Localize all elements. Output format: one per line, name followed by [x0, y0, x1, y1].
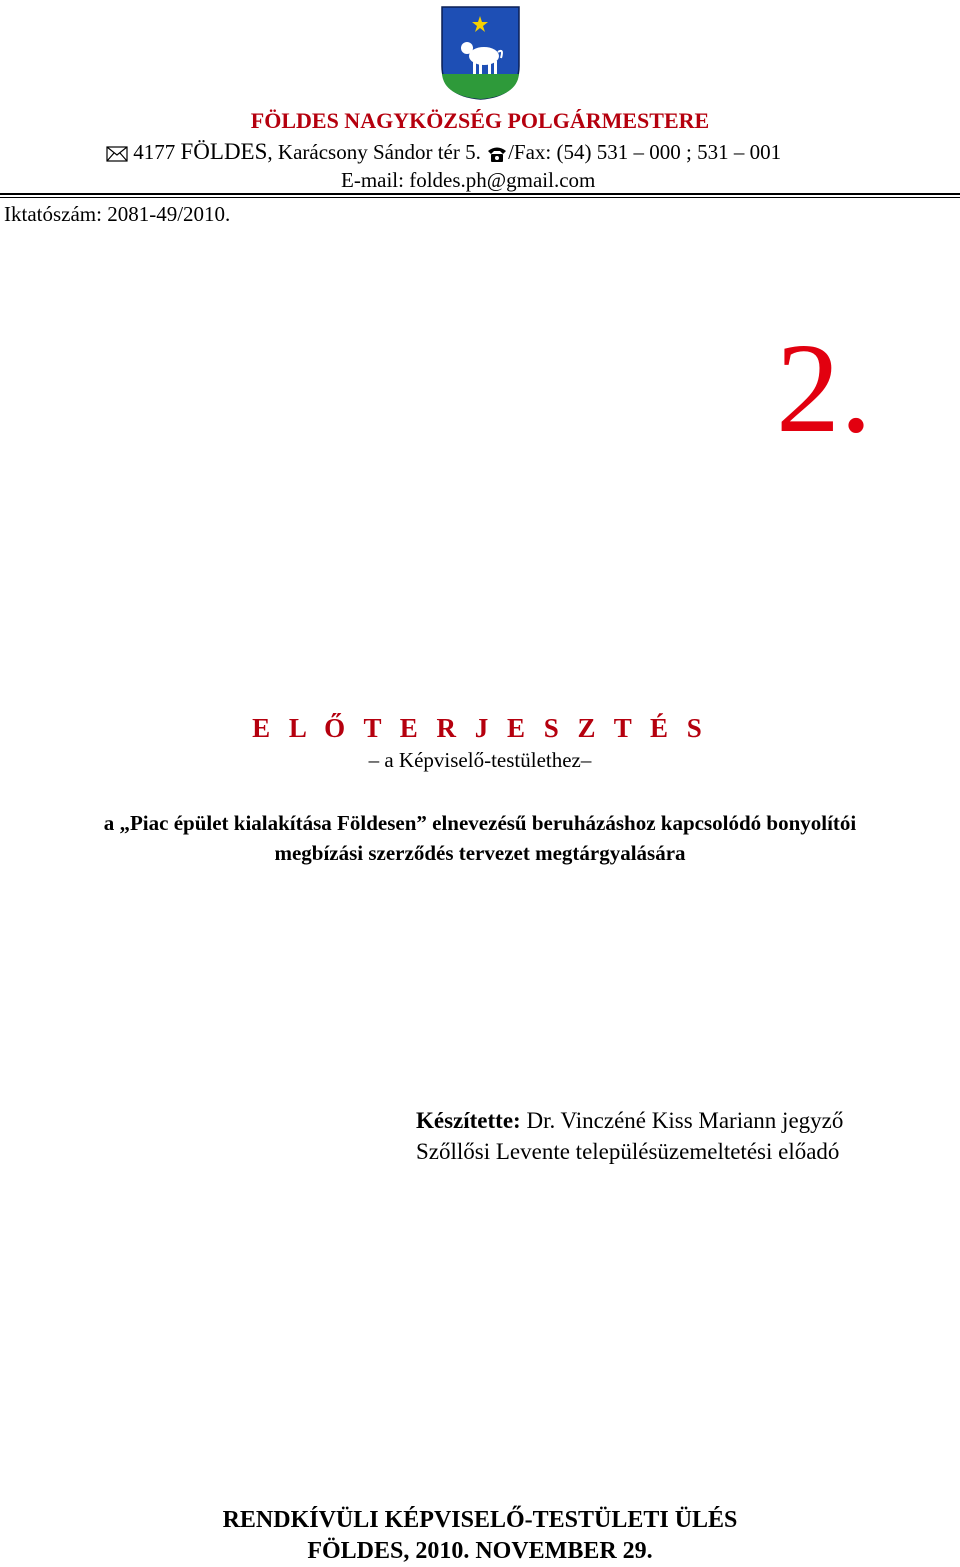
letterhead-rule-thin — [0, 197, 960, 198]
address-town: FÖLDES — [180, 139, 268, 164]
document-heading: E L Ő T E R J E S Z T É S — [252, 713, 708, 743]
coat-of-arms-crest — [441, 6, 520, 100]
address-street: , Karácsony Sándor tér 5. — [267, 140, 481, 164]
meeting-title: RENDKÍVÜLI KÉPVISELŐ-TESTÜLETI ÜLÉS — [222, 1507, 738, 1533]
subject-line: megbízási szerződés tervezet megtárgyalására — [274, 841, 686, 865]
document-subject — [0, 808, 960, 868]
prepared-by-label: Készítette: — [416, 1108, 521, 1133]
organization-name: FÖLDES NAGYKÖZSÉG POLGÁRMESTERE — [250, 108, 710, 133]
author-name: Dr. Vinczéné Kiss Mariann jegyző — [520, 1108, 844, 1133]
prepared-by-block — [416, 1105, 843, 1167]
subject-line: a „Piac épület kialakítása Földesen” elnevezésű beruházáshoz kapcsolódó bonyolítói — [103, 811, 857, 835]
phone-fax: /Fax: (54) 531 – 000 ; 531 – 001 — [508, 140, 782, 164]
document-addressee: – a Képviselő-testülethez– — [368, 748, 592, 772]
reference-number: Iktatószám: 2081-49/2010. — [4, 202, 231, 226]
prepared-by-line — [416, 1105, 843, 1136]
document-number: 2. — [776, 317, 872, 459]
letterhead-rule-thick — [0, 193, 960, 195]
address-line — [106, 138, 781, 166]
meeting-place-date: FÖLDES, 2010. NOVEMBER 29. — [307, 1538, 653, 1564]
meeting-info — [0, 1505, 960, 1567]
email-address: E-mail: foldes.ph@gmail.com — [341, 168, 596, 192]
envelope-icon — [106, 146, 128, 162]
address-zip: 4177 — [133, 140, 176, 164]
author-name: Szőllősi Levente településüzemeltetési előadó — [416, 1139, 840, 1164]
telephone-icon — [486, 145, 508, 163]
